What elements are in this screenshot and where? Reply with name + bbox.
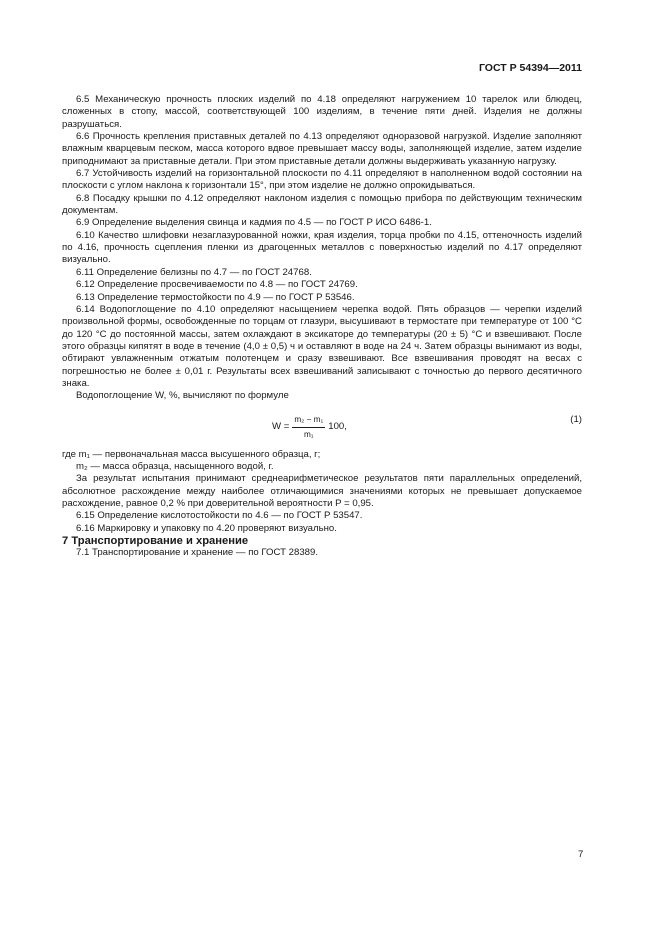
paragraph-6-12: 6.12 Определение просвечиваемости по 4.8 — по ГОСТ 24769. (76, 279, 358, 291)
page-number: 7 (578, 849, 584, 860)
legend-m2: m₂ — масса образца, насыщенного водой, г. (76, 460, 274, 472)
paragraph-6-15: 6.15 Определение кислотостойкости по 4.6 — по ГОСТ Р 53547. (76, 510, 363, 522)
paragraph-6-10: 6.10 Качество шлифовки незаглазурованной ножки, края изделия, торца пробки по 4.15, оттеночность изделий по 4.16, прочность сцепления пленки из драгоценных металлов с поверхностью изделий по 4.17 определяют визуально. (62, 229, 582, 266)
paragraph-6-7: 6.7 Устойчивость изделий на горизонтальной плоскости по 4.11 определяют в наполненном водой состоянии на плоскости с углом наклона к горизонтали 15°, при этом изделие не должно опрокидываться. (62, 168, 582, 192)
formula-lhs: W = (272, 421, 290, 433)
paragraph-6-8: 6.8 Посадку крышки по 4.12 определяют наклоном изделия с помощью прибора по действующим техническим документам. (62, 192, 582, 217)
formula-legend (62, 449, 582, 474)
paragraph-6-11: 6.11 Определение белизны по 4.7 — по ГОСТ 24768. (76, 266, 312, 278)
paragraph-6-9: 6.9 Определение выделения свинца и кадмия по 4.5 — по ГОСТ Р ИСО 6486-1. (76, 217, 432, 229)
section-7-title: 7 Транспортирование и хранение (62, 535, 249, 547)
page-content (62, 94, 582, 560)
formula-number: (1) (570, 413, 582, 425)
formula-multiplier: 100, (328, 421, 347, 433)
paragraph-6-13: 6.13 Определение термостойкости по 4.9 — по ГОСТ Р 53546. (76, 291, 355, 303)
formula-intro: Водопоглощение W, %, вычисляют по формуле (76, 390, 289, 402)
paragraph-6-16: 6.16 Маркировку и упаковку по 4.20 проверяют визуально. (76, 522, 337, 534)
formula (272, 414, 347, 442)
legend-m1: где m₁ — первоначальная масса высушенного образца, г; (62, 448, 321, 460)
formula-numerator: m₂ − m₁ (292, 414, 325, 428)
formula-block (62, 403, 582, 449)
paragraph-6-6: 6.6 Прочность крепления приставных деталей по 4.13 определяют одноразовой нагрузкой. Изделие заполняют влажным кварцевым песком, масса которого вдвое превышает массу воды, заполняющей изделие, затем изделие приподнимают за приставные детали. При этом приставные детали должны выдерживать указанную нагрузку. (62, 131, 582, 167)
formula-denominator: m₁ (303, 429, 314, 439)
paragraph-7-1: 7.1 Транспортирование и хранение — по ГОСТ 28389. (76, 547, 318, 559)
document-header: ГОСТ Р 54394—2011 (478, 62, 582, 74)
paragraph-6-14: 6.14 Водопоглощение по 4.10 определяют насыщением черепка водой. Пять образцов — черепки изделий произвольной формы, освобожденные по торцам от глазури, высушивают в термостате при температуре от 100 °С до 120 °С до постоянной массы, затем охлаждают в эксикаторе до температуры (20 ± 5) °С и взвешивают. После этого образцы кипятят в воде в течение (4,0 ± 0,5) ч и оставляют в воде на 24 ч. Затем образцы вынимают из воды, обтирают увлажненным отжатым полотенцем и сразу взвешивают. Все взвешивания проводят на весах с погрешностью не более ± 0,01 г. Результаты всех взвешиваний записывают с точностью до первого десятичного знака. (62, 303, 582, 389)
paragraph-result: За результат испытания принимают среднеарифметическое результатов пяти параллельных определений, абсолютное расхождение между наиболее отличающимися значениями которых не превышает допускаемое расхождение, равное 0,2 % при доверительной вероятности P = 0,95. (62, 473, 582, 509)
paragraph-6-5: 6.5 Механическую прочность плоских изделий по 4.18 определяют нагружением 10 тарелок или блюдец, сложенных в стопу, массой, соответствующей 100 изделиям, в течение пяти дней. Изделия не должны разрушаться. (62, 94, 582, 130)
formula-fraction (292, 414, 325, 442)
